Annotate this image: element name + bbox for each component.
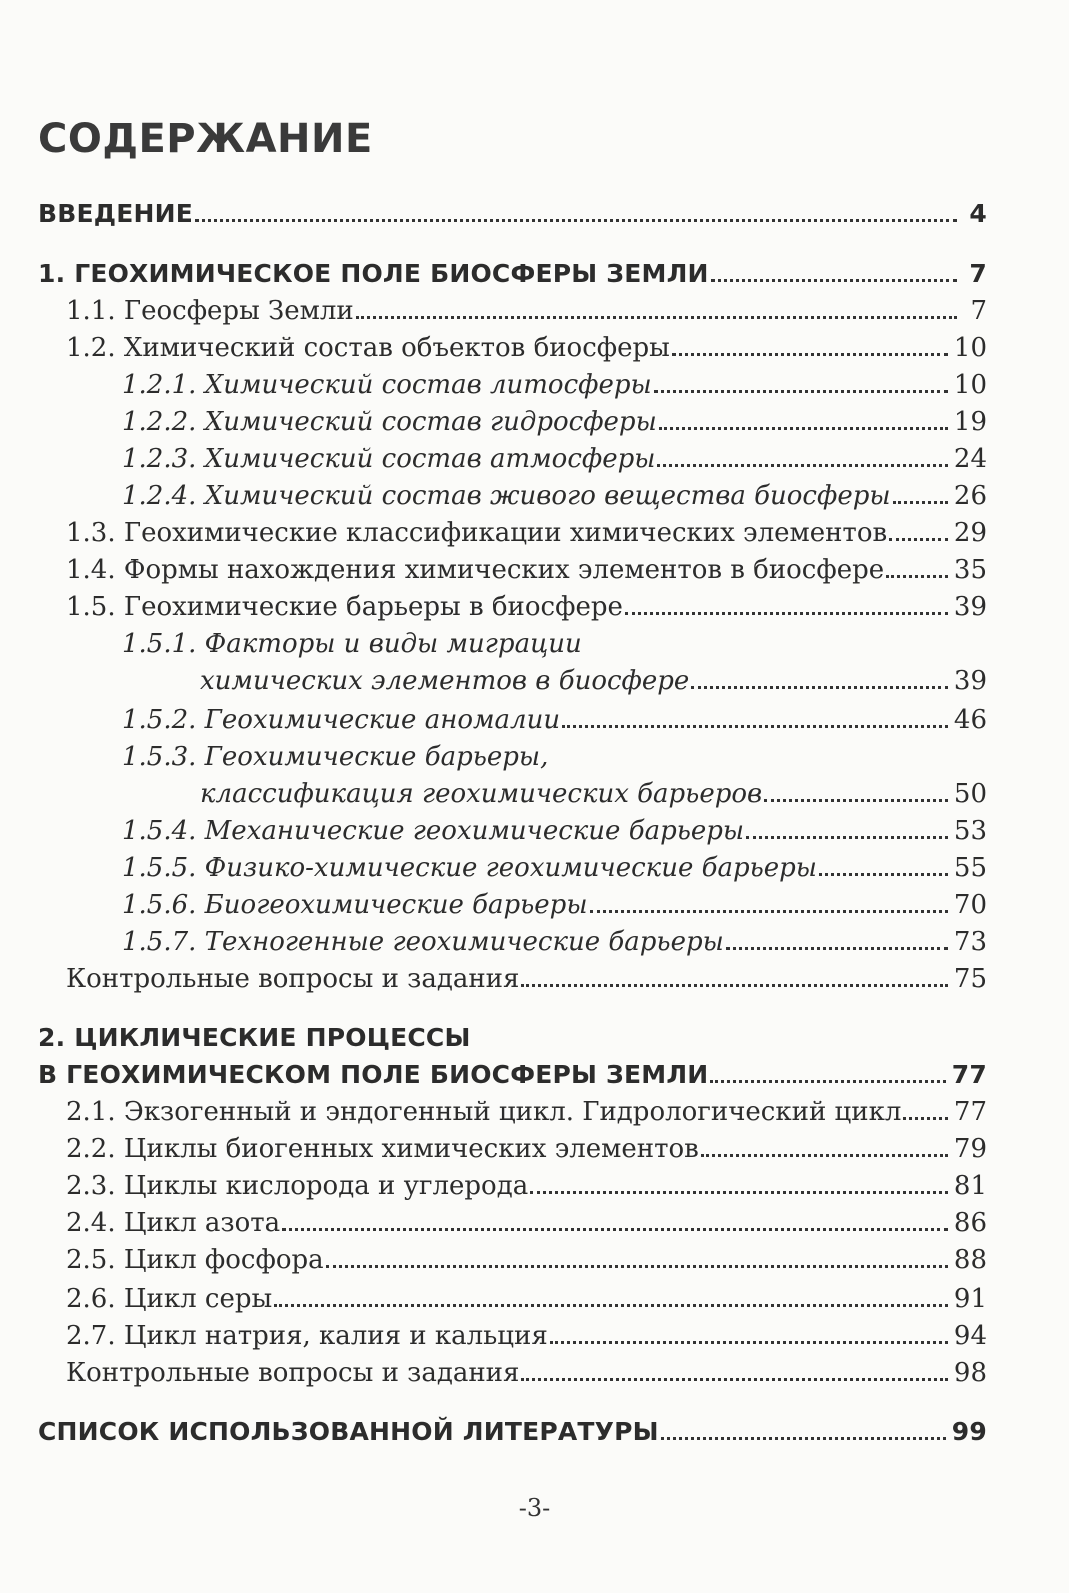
toc-entry-chapter-2-line1: 2. ЦИКЛИЧЕСКИЕ ПРОЦЕССЫ xyxy=(38,1023,471,1052)
toc-entry-title: 1.5.4. Механические геохимические барьеры xyxy=(122,816,745,846)
toc-page-number: 88 xyxy=(953,1245,987,1275)
toc-page-number: 75 xyxy=(953,964,987,994)
toc-entry-title: 1.2.2. Химический состав гидросферы xyxy=(122,407,657,437)
page-number-footer: -3- xyxy=(518,1494,551,1522)
toc-leader-dots xyxy=(590,910,948,913)
toc-entry-title: 1.5.5. Физико-химические геохимические барьеры xyxy=(122,853,817,883)
toc-entry-1-5-1-line1: 1.5.1. Факторы и виды миграции xyxy=(122,629,582,659)
toc-entry-title: СПИСОК ИСПОЛЬЗОВАННОЙ ЛИТЕРАТУРЫ xyxy=(38,1417,659,1446)
toc-page-number: 98 xyxy=(953,1358,987,1388)
toc-entry-chapter-2[interactable] xyxy=(38,1059,987,1091)
toc-page-number: 94 xyxy=(953,1321,987,1351)
toc-page-number: 81 xyxy=(953,1171,987,1201)
toc-entry-title: 2.2. Циклы биогенных химических элементов xyxy=(66,1134,699,1164)
toc-page-number: 86 xyxy=(953,1208,987,1238)
toc-entry-1-5-1[interactable] xyxy=(200,665,987,697)
toc-page-number: 24 xyxy=(953,444,987,474)
toc-entry-1-5-3[interactable] xyxy=(200,778,987,810)
toc-entry-2-2[interactable] xyxy=(66,1133,987,1165)
toc-entry-1-4[interactable] xyxy=(66,554,987,586)
toc-page-number: 77 xyxy=(951,1060,987,1089)
toc-leader-dots xyxy=(691,686,948,689)
toc-entry-introduction[interactable] xyxy=(38,198,987,230)
toc-leader-dots xyxy=(625,612,948,615)
toc-entry-title: химических элементов в биосфере xyxy=(200,666,690,696)
toc-entry-title: 2.5. Цикл фосфора xyxy=(66,1245,324,1275)
toc-page-number: 10 xyxy=(953,370,987,400)
toc-leader-dots xyxy=(195,219,957,222)
toc-entry-title: 1. ГЕОХИМИЧЕСКОЕ ПОЛЕ БИОСФЕРЫ ЗЕМЛИ xyxy=(38,259,709,288)
toc-entry-chapter-1[interactable] xyxy=(38,258,987,290)
toc-leader-dots xyxy=(550,1341,948,1344)
toc-entry-2-4[interactable] xyxy=(66,1207,987,1239)
toc-page-number: 7 xyxy=(970,296,987,326)
toc-entry-2-5[interactable] xyxy=(66,1244,987,1276)
toc-leader-dots xyxy=(521,984,947,987)
toc-entry-title: 2.6. Цикл серы xyxy=(66,1284,273,1314)
toc-leader-dots xyxy=(530,1191,948,1194)
toc-page-number: 7 xyxy=(969,259,987,288)
toc-page-number: 53 xyxy=(953,816,987,846)
toc-entry-title: 1.2.4. Химический состав живого вещества биосферы xyxy=(122,481,891,511)
toc-entry-2-1[interactable] xyxy=(66,1096,987,1128)
page-title: СОДЕРЖАНИЕ xyxy=(38,116,373,162)
toc-entry-title: 1.2. Химический состав объектов биосферы xyxy=(66,333,670,363)
toc-leader-dots xyxy=(356,316,957,319)
toc-entry-title: 2.3. Циклы кислорода и углерода xyxy=(66,1171,529,1201)
toc-entry-1-5-6[interactable] xyxy=(122,889,987,921)
toc-entry-questions-1[interactable] xyxy=(66,963,987,995)
toc-page-number: 26 xyxy=(953,481,987,511)
toc-page-number: 35 xyxy=(953,555,987,585)
toc-entry-title: 1.5.6. Биогеохимические барьеры xyxy=(122,890,588,920)
toc-entry-title: 1.5.7. Техногенные геохимические барьеры xyxy=(122,927,724,957)
toc-entry-title: классификация геохимических барьеров xyxy=(200,779,763,809)
toc-entry-1-2[interactable] xyxy=(66,332,987,364)
toc-page-number: 39 xyxy=(953,666,987,696)
toc-entry-1-3[interactable] xyxy=(66,517,987,549)
toc-page-number: 70 xyxy=(953,890,987,920)
toc-entry-title: 1.2.3. Химический состав атмосферы xyxy=(122,444,656,474)
toc-entry-title: В ГЕОХИМИЧЕСКОМ ПОЛЕ БИОСФЕРЫ ЗЕМЛИ xyxy=(38,1060,709,1089)
toc-leader-dots xyxy=(654,390,948,393)
toc-leader-dots xyxy=(764,799,948,802)
toc-entry-1-5-2[interactable] xyxy=(122,704,987,736)
toc-page-number: 77 xyxy=(953,1097,987,1127)
toc-entry-1-2-3[interactable] xyxy=(122,443,987,475)
toc-entry-questions-2[interactable] xyxy=(66,1357,987,1389)
toc-entry-title: 1.5.2. Геохимические аномалии xyxy=(122,705,561,735)
toc-entry-title: 2.1. Экзогенный и эндогенный цикл. Гидрологический цикл xyxy=(66,1097,902,1127)
toc-leader-dots xyxy=(893,501,948,504)
toc-leader-dots xyxy=(672,353,948,356)
toc-page-number: 50 xyxy=(953,779,987,809)
toc-page-number: 73 xyxy=(953,927,987,957)
toc-entry-title: Контрольные вопросы и задания xyxy=(66,964,520,994)
toc-leader-dots xyxy=(819,873,948,876)
toc-leader-dots xyxy=(711,279,957,282)
toc-leader-dots xyxy=(903,1117,948,1120)
toc-page-number: 46 xyxy=(953,705,987,735)
toc-entry-1-2-2[interactable] xyxy=(122,406,987,438)
toc-page-number: 39 xyxy=(953,592,987,622)
toc-entry-1-1[interactable] xyxy=(66,295,987,327)
toc-page-number: 10 xyxy=(953,333,987,363)
toc-entry-title: ВВЕДЕНИЕ xyxy=(38,199,194,228)
toc-leader-dots xyxy=(657,464,947,467)
toc-entry-1-5-4[interactable] xyxy=(122,815,987,847)
toc-entry-1-5-5[interactable] xyxy=(122,852,987,884)
toc-leader-dots xyxy=(521,1378,947,1381)
toc-entry-references[interactable] xyxy=(38,1416,987,1448)
toc-leader-dots xyxy=(886,575,948,578)
toc-entry-title: 1.2.1. Химический состав литосферы xyxy=(122,370,652,400)
toc-entry-2-7[interactable] xyxy=(66,1320,987,1352)
toc-leader-dots xyxy=(889,538,948,541)
toc-leader-dots xyxy=(661,1437,946,1440)
toc-entry-1-2-4[interactable] xyxy=(122,480,987,512)
toc-entry-title: 1.4. Формы нахождения химических элементов в биосфере xyxy=(66,555,885,585)
toc-entry-title: 2.4. Цикл азота xyxy=(66,1208,281,1238)
toc-entry-1-5[interactable] xyxy=(66,591,987,623)
toc-page-number: 99 xyxy=(951,1417,987,1446)
toc-leader-dots xyxy=(701,1154,948,1157)
toc-entry-1-5-7[interactable] xyxy=(122,926,987,958)
toc-entry-title: 2.7. Цикл натрия, калия и кальция xyxy=(66,1321,548,1351)
toc-entry-title: 1.1. Геосферы Земли xyxy=(66,296,354,326)
toc-page-number: 91 xyxy=(953,1284,987,1314)
toc-leader-dots xyxy=(274,1304,948,1307)
toc-page-number: 19 xyxy=(953,407,987,437)
toc-page-number: 4 xyxy=(969,199,987,228)
toc-leader-dots xyxy=(726,947,948,950)
toc-leader-dots xyxy=(746,836,948,839)
toc-entry-title: Контрольные вопросы и задания xyxy=(66,1358,520,1388)
toc-leader-dots xyxy=(659,427,948,430)
toc-page-number: 29 xyxy=(953,518,987,548)
toc-page-number: 79 xyxy=(953,1134,987,1164)
toc-entry-2-6[interactable] xyxy=(66,1283,987,1315)
toc-entry-1-5-3-line1: 1.5.3. Геохимические барьеры, xyxy=(122,742,549,772)
toc-leader-dots xyxy=(282,1228,948,1231)
toc-entry-2-3[interactable] xyxy=(66,1170,987,1202)
toc-leader-dots xyxy=(326,1265,948,1268)
toc-entry-title: 1.3. Геохимические классификации химических элементов xyxy=(66,518,888,548)
toc-leader-dots xyxy=(562,725,948,728)
toc-page-number: 55 xyxy=(953,853,987,883)
toc-leader-dots xyxy=(710,1080,945,1083)
toc-entry-1-2-1[interactable] xyxy=(122,369,987,401)
toc-entry-title: 1.5. Геохимические барьеры в биосфере xyxy=(66,592,623,622)
